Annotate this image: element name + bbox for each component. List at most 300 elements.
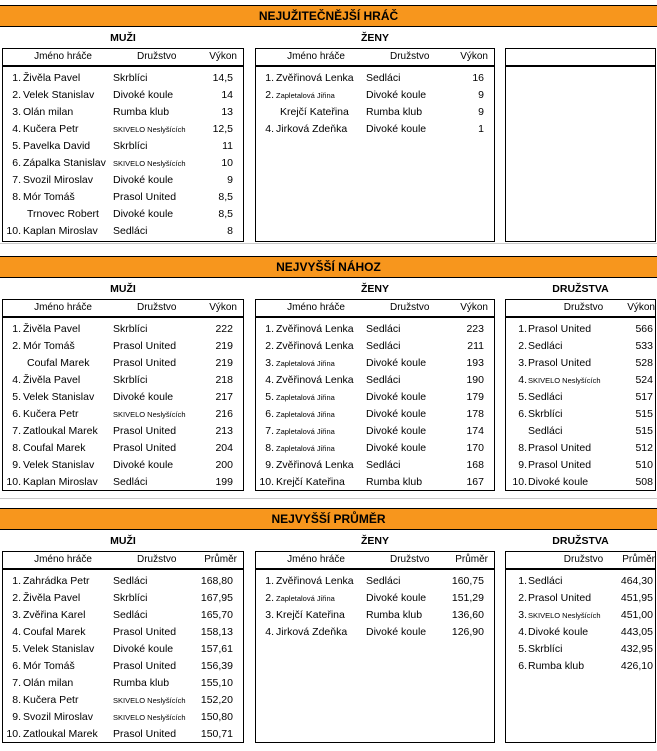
column-header: Průměr	[622, 554, 655, 565]
column-header: Družstvo	[390, 554, 430, 565]
team: Prasol United	[113, 626, 177, 638]
player-name: Zvěřinová Lenka	[276, 459, 354, 471]
value: 151,29	[451, 592, 484, 604]
team: Prasol United	[528, 357, 592, 369]
header-divider	[3, 316, 243, 318]
player-name: Živěla Pavel	[23, 323, 81, 335]
rank: 5.	[12, 391, 21, 403]
table-row	[506, 624, 655, 641]
team: Rumba klub	[366, 609, 423, 621]
player-name: Velek Stanislav	[23, 459, 95, 471]
table-row	[3, 87, 243, 104]
team: Divoké koule	[528, 626, 589, 638]
rank: 3.	[12, 609, 21, 621]
rank: 9.	[12, 459, 21, 471]
rank: 1.	[12, 72, 21, 84]
table-row	[3, 406, 243, 423]
table-row	[506, 338, 655, 355]
player-name: Svozil Miroslav	[23, 711, 94, 723]
rank: 4.	[518, 626, 527, 638]
table-row	[256, 590, 494, 607]
rank: 4.	[12, 123, 21, 135]
rank: 5.	[12, 140, 21, 152]
table-row	[256, 607, 494, 624]
value: 517	[635, 391, 653, 403]
table-row	[3, 457, 243, 474]
rank: 3.	[265, 357, 274, 369]
rank: 1.	[518, 575, 527, 587]
table-row	[506, 423, 655, 440]
rank: 5.	[518, 391, 527, 403]
team: Sedláci	[113, 575, 148, 587]
value: 12,5	[212, 123, 233, 135]
team: Skrblíci	[113, 374, 148, 386]
player-name: Zvěřinová Lenka	[276, 374, 354, 386]
player-name: Zapletalová Jiřina	[276, 393, 335, 402]
value: 170	[466, 442, 484, 454]
rank: 6.	[265, 408, 274, 420]
player-name: Zatloukal Marek	[23, 425, 98, 437]
rank: 9.	[518, 459, 527, 471]
team: Divoké koule	[366, 89, 427, 101]
team: Sedláci	[366, 340, 401, 352]
value: 174	[466, 425, 484, 437]
column-header: Výkon	[627, 302, 655, 313]
value: 432,95	[620, 643, 653, 655]
section-title: NEJUŽITEČNĚJŠÍ HRÁČ	[0, 5, 657, 27]
team: SKIVELO Neslyšících	[113, 125, 186, 134]
table-row	[256, 624, 494, 641]
value: 10	[221, 157, 233, 169]
value: 204	[215, 442, 233, 454]
value: 190	[466, 374, 484, 386]
men-panel	[2, 299, 244, 491]
team: Skrblíci	[528, 643, 563, 655]
table-row	[3, 138, 243, 155]
team: Sedláci	[113, 609, 148, 621]
women-panel	[255, 48, 495, 242]
player-name: Živěla Pavel	[23, 592, 81, 604]
rank: 3.	[518, 609, 527, 621]
team: Rumba klub	[528, 660, 585, 672]
player-name: Zápalka Stanislav	[23, 157, 106, 169]
value: 168	[466, 459, 484, 471]
table-row	[256, 423, 494, 440]
header-divider	[3, 65, 243, 67]
rank: 6.	[12, 408, 21, 420]
rank: 9.	[12, 711, 21, 723]
rank: 4.	[12, 626, 21, 638]
table-row	[256, 70, 494, 87]
player-name: Živěla Pavel	[23, 374, 81, 386]
women-panel	[255, 299, 495, 491]
table-row	[256, 321, 494, 338]
player-name: Zapletalová Jiřina	[276, 91, 335, 100]
table-row	[3, 692, 243, 709]
player-name: Krejčí Kateřina	[276, 609, 345, 621]
value: 9	[478, 89, 484, 101]
player-name: Velek Stanislav	[23, 643, 95, 655]
women-panel	[255, 551, 495, 743]
table-row	[3, 121, 243, 138]
table-row	[3, 172, 243, 189]
table-row	[506, 573, 655, 590]
value: 200	[215, 459, 233, 471]
value: 167	[466, 476, 484, 488]
men-subtitle: MUŽI	[110, 535, 136, 547]
team: Divoké koule	[113, 643, 174, 655]
rank: 6.	[518, 660, 527, 672]
column-header: Výkon	[209, 51, 237, 62]
team: Rumba klub	[366, 476, 423, 488]
table-row	[3, 440, 243, 457]
team: Sedláci	[366, 72, 401, 84]
teams-panel	[505, 48, 656, 242]
team: Prasol United	[113, 425, 177, 437]
value: 219	[215, 357, 233, 369]
team: Sedláci	[113, 225, 148, 237]
table-row	[3, 155, 243, 172]
value: 14	[221, 89, 233, 101]
column-header: Průměr	[204, 554, 237, 565]
value: 179	[466, 391, 484, 403]
team: Skrblíci	[113, 72, 148, 84]
player-name: Velek Stanislav	[23, 391, 95, 403]
rank: 2.	[265, 340, 274, 352]
rank: 2.	[12, 592, 21, 604]
team: Rumba klub	[113, 106, 170, 118]
column-header: Družstvo	[390, 51, 430, 62]
rank: 4.	[265, 123, 274, 135]
player-name: Krejčí Kateřina	[280, 106, 349, 118]
value: 13	[221, 106, 233, 118]
women-subtitle: ŽENY	[360, 283, 389, 295]
header-divider	[256, 316, 494, 318]
rank: 7.	[12, 425, 21, 437]
men-subtitle: MUŽI	[110, 32, 136, 44]
column-header: Jméno hráče	[34, 554, 92, 565]
team: SKIVELO Neslyšících	[113, 696, 186, 705]
player-name: Zapletalová Jiřina	[276, 594, 335, 603]
rank: 2.	[518, 592, 527, 604]
section-title: NEJVYŠŠÍ PRŮMĚR	[0, 508, 657, 530]
women-subtitle: ŽENY	[360, 32, 389, 44]
player-name: Zvěřinová Lenka	[276, 72, 354, 84]
player-name: Coufal Marek	[23, 442, 86, 454]
value: 150,80	[200, 711, 233, 723]
section-gap-line	[0, 243, 657, 244]
column-header: Družstvo	[137, 51, 177, 62]
rank: 7.	[12, 677, 21, 689]
rank: 4.	[265, 374, 274, 386]
team: Prasol United	[113, 340, 177, 352]
table-row	[3, 675, 243, 692]
value: 512	[635, 442, 653, 454]
team: Divoké koule	[366, 357, 427, 369]
table-row	[506, 355, 655, 372]
player-name: Velek Stanislav	[23, 89, 95, 101]
table-row	[256, 104, 494, 121]
table-row	[3, 372, 243, 389]
value: 451,00	[620, 609, 653, 621]
section-gap-line	[0, 498, 657, 499]
table-row	[3, 189, 243, 206]
team: Prasol United	[528, 459, 592, 471]
player-name: Mór Tomáš	[23, 191, 75, 203]
team: Sedláci	[528, 391, 563, 403]
table-row	[506, 406, 655, 423]
value: 199	[215, 476, 233, 488]
team: Prasol United	[113, 357, 177, 369]
value: 213	[215, 425, 233, 437]
team: Sedláci	[528, 575, 563, 587]
table-row	[506, 607, 655, 624]
value: 222	[215, 323, 233, 335]
rank: 8.	[518, 442, 527, 454]
table-row	[3, 709, 243, 726]
rank: 10.	[6, 728, 21, 740]
section-title: NEJVYŠŠÍ NÁHOZ	[0, 256, 657, 278]
column-header: Jméno hráče	[287, 51, 345, 62]
rank: 4.	[518, 374, 527, 386]
table-row	[3, 321, 243, 338]
rank: 8.	[265, 442, 274, 454]
table-row	[506, 440, 655, 457]
table-row	[3, 338, 243, 355]
table-row	[3, 355, 243, 372]
header-divider	[256, 568, 494, 570]
team: Sedláci	[528, 340, 563, 352]
team: Prasol United	[528, 323, 592, 335]
player-name: Pavelka David	[23, 140, 91, 152]
table-row	[256, 338, 494, 355]
player-name: Mór Tomáš	[23, 660, 75, 672]
value: 8	[227, 225, 233, 237]
table-row	[3, 474, 243, 491]
teams-subtitle: DRUŽSTVA	[552, 283, 609, 295]
team: SKIVELO Neslyšících	[113, 410, 186, 419]
rank: 3.	[518, 357, 527, 369]
column-header: Výkon	[209, 302, 237, 313]
player-name: Svozil Miroslav	[23, 174, 94, 186]
rank: 2.	[12, 340, 21, 352]
header-divider	[3, 568, 243, 570]
table-row	[256, 355, 494, 372]
rank: 2.	[265, 592, 274, 604]
team: Divoké koule	[113, 89, 174, 101]
rank: 3.	[12, 106, 21, 118]
table-row	[3, 624, 243, 641]
table-row	[506, 457, 655, 474]
teams-subtitle: DRUŽSTVA	[552, 535, 609, 547]
men-panel	[2, 551, 244, 743]
team: Divoké koule	[366, 391, 427, 403]
value: 515	[635, 425, 653, 437]
header-divider	[506, 568, 655, 570]
rank: 8.	[12, 442, 21, 454]
player-name: Mór Tomáš	[23, 340, 75, 352]
table-row	[3, 70, 243, 87]
value: 216	[215, 408, 233, 420]
value: 160,75	[451, 575, 484, 587]
value: 223	[466, 323, 484, 335]
column-header: Výkon	[460, 302, 488, 313]
rank: 8.	[12, 191, 21, 203]
table-row	[506, 590, 655, 607]
player-name: Zvěřinová Lenka	[276, 323, 354, 335]
team: Skrblíci	[113, 592, 148, 604]
rank: 8.	[12, 694, 21, 706]
team: Divoké koule	[366, 626, 427, 638]
column-header: Družstvo	[390, 302, 430, 313]
team: SKIVELO Neslyšících	[113, 713, 186, 722]
team: Skrblíci	[528, 408, 563, 420]
player-name: Coufal Marek	[27, 357, 90, 369]
value: 11	[222, 140, 233, 152]
rank: 2.	[265, 89, 274, 101]
player-name: Zvěřina Karel	[23, 609, 86, 621]
rank: 7.	[265, 425, 274, 437]
header-divider	[256, 65, 494, 67]
team: Divoké koule	[366, 123, 427, 135]
rank: 6.	[12, 157, 21, 169]
rank: 1.	[265, 575, 274, 587]
table-row	[3, 423, 243, 440]
value: 426,10	[620, 660, 653, 672]
team: Sedláci	[366, 575, 401, 587]
player-name: Kučera Petr	[23, 123, 79, 135]
value: 1	[478, 123, 484, 135]
team: Divoké koule	[528, 476, 589, 488]
team: Sedláci	[366, 459, 401, 471]
value: 16	[472, 72, 484, 84]
column-header: Výkon	[460, 51, 488, 62]
column-header: Družstvo	[137, 302, 177, 313]
rank: 4.	[265, 626, 274, 638]
team: Sedláci	[366, 323, 401, 335]
value: 126,90	[451, 626, 484, 638]
team: Divoké koule	[366, 408, 427, 420]
player-name: Olán milan	[23, 677, 74, 689]
rank: 2.	[518, 340, 527, 352]
header-divider	[506, 65, 655, 67]
column-header: Jméno hráče	[287, 554, 345, 565]
rank: 6.	[12, 660, 21, 672]
value: 157,61	[200, 643, 233, 655]
team: SKIVELO Neslyšících	[528, 611, 601, 620]
rank: 1.	[12, 323, 21, 335]
table-row	[3, 607, 243, 624]
player-name: Jirková Zdeňka	[276, 123, 348, 135]
rank: 5.	[12, 643, 21, 655]
team: Prasol United	[113, 660, 177, 672]
column-header: Jméno hráče	[34, 51, 92, 62]
table-row	[3, 389, 243, 406]
team: Divoké koule	[366, 442, 427, 454]
player-name: Zvěřinová Lenka	[276, 575, 354, 587]
value: 178	[466, 408, 484, 420]
value: 524	[635, 374, 653, 386]
value: 218	[215, 374, 233, 386]
rank: 9.	[265, 459, 274, 471]
player-name: Zapletalová Jiřina	[276, 410, 335, 419]
value: 566	[635, 323, 653, 335]
value: 14,5	[212, 72, 233, 84]
table-row	[506, 658, 655, 675]
rank: 10.	[6, 225, 21, 237]
player-name: Krejčí Kateřina	[276, 476, 345, 488]
team: Divoké koule	[113, 459, 174, 471]
team: Divoké koule	[113, 174, 174, 186]
table-row	[256, 440, 494, 457]
value: 165,70	[200, 609, 233, 621]
value: 193	[466, 357, 484, 369]
value: 152,20	[200, 694, 233, 706]
men-subtitle: MUŽI	[110, 283, 136, 295]
value: 528	[635, 357, 653, 369]
column-header: Jméno hráče	[287, 302, 345, 313]
value: 9	[478, 106, 484, 118]
team: Sedláci	[113, 476, 148, 488]
table-row	[506, 474, 655, 491]
value: 167,95	[200, 592, 233, 604]
player-name: Zahrádka Petr	[23, 575, 90, 587]
team: Divoké koule	[366, 592, 427, 604]
table-row	[3, 641, 243, 658]
player-name: Zatloukal Marek	[23, 728, 98, 740]
team: Sedláci	[528, 425, 563, 437]
rank: 3.	[265, 609, 274, 621]
rank: 10.	[512, 476, 527, 488]
table-row	[3, 104, 243, 121]
player-name: Jirková Zdeňka	[276, 626, 348, 638]
value: 451,95	[620, 592, 653, 604]
team: Skrblíci	[113, 323, 148, 335]
value: 211	[467, 340, 484, 352]
value: 533	[635, 340, 653, 352]
value: 219	[215, 340, 233, 352]
team: Prasol United	[528, 592, 592, 604]
column-header: Jméno hráče	[34, 302, 92, 313]
table-row	[506, 641, 655, 658]
table-row	[256, 406, 494, 423]
value: 515	[635, 408, 653, 420]
value: 136,60	[451, 609, 484, 621]
team: Rumba klub	[366, 106, 423, 118]
value: 155,10	[200, 677, 233, 689]
rank: 5.	[518, 643, 527, 655]
player-name: Kaplan Miroslav	[23, 225, 98, 237]
value: 217	[215, 391, 233, 403]
table-row	[3, 573, 243, 590]
player-name: Zapletalová Jiřina	[276, 427, 335, 436]
value: 9	[227, 174, 233, 186]
team: Rumba klub	[113, 677, 170, 689]
value: 156,39	[200, 660, 233, 672]
team: Divoké koule	[113, 208, 174, 220]
player-name: Kučera Petr	[23, 408, 79, 420]
table-row	[3, 726, 243, 743]
column-header: Družstvo	[563, 554, 604, 565]
rank: 2.	[12, 89, 21, 101]
table-row	[256, 372, 494, 389]
rank: 1.	[265, 72, 274, 84]
table-row	[256, 573, 494, 590]
value: 508	[635, 476, 653, 488]
table-row	[256, 474, 494, 491]
team: Divoké koule	[366, 425, 427, 437]
team: Prasol United	[113, 191, 177, 203]
